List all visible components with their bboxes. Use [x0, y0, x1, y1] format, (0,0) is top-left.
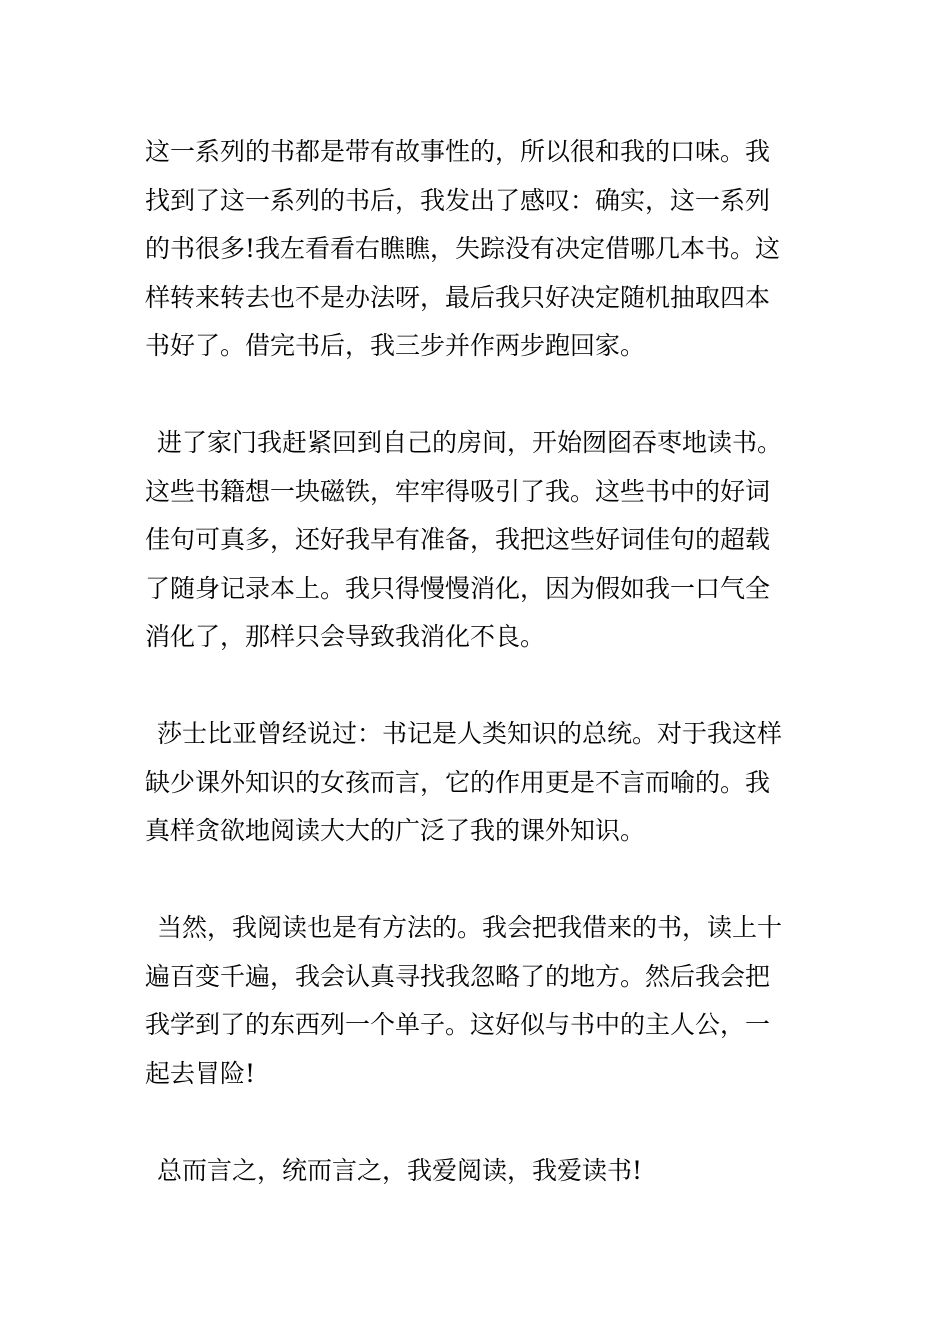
text-line: 我学到了的东西列一个单子。这好似与书中的主人公，一 [145, 1010, 771, 1039]
text-line: 起去冒险! [145, 1058, 256, 1088]
text-line: 找到了这一系列的书后，我发出了感叹：确实，这一系列 [145, 185, 771, 215]
paragraph-1 [145, 128, 807, 371]
text-line: 真样贪欲地阅读大大的广泛了我的课外知识。 [145, 816, 646, 845]
text-line: 样转来转去也不是办法呀，最后我只好决定随机抽取四本 [145, 282, 771, 312]
paragraph-5 [145, 1147, 807, 1196]
document-body [145, 128, 807, 1195]
text-line: 的书很多!我左看看右瞧瞧，失踪没有决定借哪几本书。这 [145, 234, 781, 263]
paragraph-4 [145, 904, 807, 1098]
text-line: 这些书籍想一块磁铁，牢牢得吸引了我。这些书中的好词 [145, 476, 771, 506]
text-line: 当然，我阅读也是有方法的。我会把我借来的书，读上十 [157, 913, 783, 942]
paragraph-spacer [145, 856, 807, 905]
text-line: 了随身记录本上。我只得慢慢消化，因为假如我一口气全 [145, 573, 771, 603]
text-line: 遍百变千遍，我会认真寻找我忽略了的地方。然后我会把 [145, 961, 771, 991]
text-line: 进了家门我赶紧回到自己的房间，开始囫囵吞枣地读书。 [157, 428, 783, 457]
text-line: 缺少课外知识的女孩而言，它的作用更是不言而喻的。我 [145, 767, 771, 797]
text-line: 消化了，那样只会导致我消化不良。 [145, 622, 546, 651]
paragraph-spacer [145, 371, 807, 420]
text-line: 这一系列的书都是带有故事性的，所以很和我的口味。我 [145, 137, 771, 166]
paragraph-2 [145, 419, 807, 662]
paragraph-3 [145, 710, 807, 856]
text-line: 佳句可真多，还好我早有准备，我把这些好词佳句的超载 [145, 525, 771, 554]
text-line: 书好了。借完书后，我三步并作两步跑回家。 [145, 331, 646, 360]
paragraph-spacer [145, 1098, 807, 1147]
paragraph-spacer [145, 662, 807, 711]
text-line: 莎士比亚曾经说过：书记是人类知识的总统。对于我这样 [157, 719, 783, 748]
text-line: 总而言之，统而言之，我爱阅读，我爱读书! [157, 1155, 643, 1185]
